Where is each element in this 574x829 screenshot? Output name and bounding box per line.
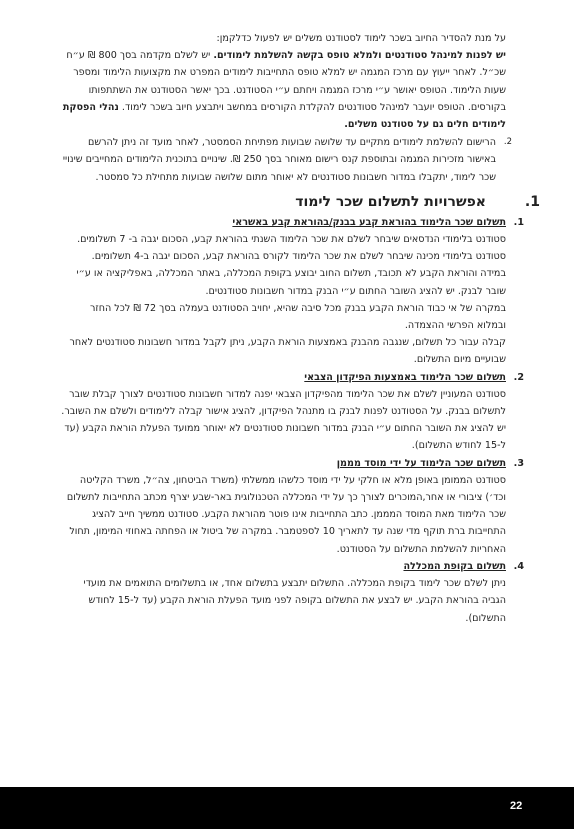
- subsection-heading: תשלום שכר הלימוד באמצעות הפיקדון הצבאי: [304, 371, 506, 383]
- paragraph: קבלה עבור כל תשלום, שנגבה מהבנק באמצעות הוראת הקבע, ניתן לקבל במדור חשבונות סטודנטים לאחר שבועיים מיום התשלום.: [69, 337, 506, 366]
- numbered-item-2: [58, 134, 512, 186]
- paragraph: סטודנט בלימודי הנדסאים שיבחר לשלם את שכר הלימוד השנתי בהוראת קבע, הסכום יגבה ב- 7 תשלומים. סטודנט בלימודי מכינה שיבחר לשלם את שכר הלימוד לקורס בהוראת קבע, הסכום יגבה ב-4 תשלומים.: [77, 234, 506, 263]
- item-number: 2.: [503, 137, 512, 148]
- subsection-military-deposit: [58, 369, 524, 455]
- section-heading: [58, 192, 540, 212]
- intro-bold-instruction: יש לפנות למינהל סטודנטים ולמלא טופס בקשה להשלמת לימודים.: [213, 50, 506, 62]
- paragraph: במקרה של אי כבוד הוראת הקבע בבנק מכל סיבה שהיא, יחויב הסטודנט בעמלה בסך 72 ₪ לכל החזר ובמלוא הפרשי ההצמדה.: [89, 302, 506, 332]
- subsection-number: 2.: [513, 371, 524, 383]
- intro-body-text: יש לשלם מקדמה בסך 800 ₪ ע״ח שכ״ל. לאחר ייעוץ עם מרכז המגמה יש למלא טופס התחייבות לימודים המפרט את מקצועות הלימוד ומספר שעות הלימוד. הטופס יאושר ע״י מרכז המגמה ויחתם ע״י הסטודנט. בכך יאשר הסטודנט את השתתפותו בקורסים. הטופס יועבר למינהל סטודנטים להקלדת הקורסים במחשב ויתבצע חיוב בשכר לימוד.: [66, 50, 506, 113]
- page-number: 22: [510, 800, 523, 812]
- subsection-standing-order: [58, 214, 524, 369]
- subsection-heading: תשלום בקופת המכללה: [403, 560, 506, 572]
- footer-bar: [0, 787, 574, 829]
- subsection-heading: תשלום שכר הלימוד בהוראת קבע בבנק/בהוראת קבע באשראי: [232, 216, 506, 228]
- subsection-number: 3.: [513, 457, 524, 469]
- intro-line: על מנת להסדיר החיוב בשכר לימוד לסטודנט משלים יש לפעול כדלקמן:: [216, 33, 506, 44]
- item-2-text: הרישום להשלמת לימודים מתקיים עד שלושה שבועות מפתיחת הסמסטר, לאחר מועד זה ניתן להרשם באישור מזכירות המגמה ובתוספת קנס רישום מאוחר בסך 250 ₪. שינויים בתוכנית הלימודים המחייבים שינויי שכר לימוד, יתקבלו במדור חשבונות סטודנטים לא יאוחר מתום שלושה שבועות מתחילת כל סמסטר.: [62, 137, 496, 183]
- intro-paragraph: [58, 30, 506, 133]
- section-number: 1.: [524, 193, 540, 210]
- subsection-number: 1.: [513, 216, 524, 228]
- section-title: אפשרויות לתשלום שכר לימוד: [295, 193, 486, 210]
- subsection-number: 4.: [513, 560, 524, 572]
- paragraph: סטודנט המעוניין לשלם את שכר הלימוד מהפיקדון הצבאי יפנה למדור חשבונות סטודנטים לצורך קבלת שובר לתשלום בבנק. על הסטודנט לפנות לבנק בו מתנהל הפיקדון, להציג אישור קבלה ללימודים ולשלם את השובר. יש להציג את השובר החתום ע״י הבנק במדור חשבונות סטודנטים לא יאוחר ממועד הפעלת הוראת הקבע (עד ל-15 לחודש התשלום).: [61, 388, 506, 452]
- paragraph: סטודנט הממומן באופן מלא או חלקי על ידי מוסד כלשהו ממשלתי (משרד הביטחון, צה״ל, משרד הקליטה וכד׳) ציבורי או אחר,המוכרים לצורך כך על ידי המכללה הטכנולוגית באר-שבע יצרף מכתב התחייבות לתשלום שכר הלימוד מאת המוסד המממן. כתב התחייבות אינו פוטר מהוראת הקבע. סטודנט ממשיך חייב להציג התחייבות ברת תוקף מדי שנה עד לתאריך 10 לספטמבר. במקרה של ביטול או הפחתה באחוזי המימון, תחול האחריות להשלמת התשלום על הסטודנט.: [66, 474, 506, 555]
- subsection-heading: תשלום שכר הלימוד על ידי מוסד מממן: [336, 457, 506, 469]
- page-content: [58, 30, 540, 627]
- paragraph: במידה והוראת הקבע לא תכובד, תשלום החוב יבוצע בקופת המכללה, באתר המכללה, באפליקציה או ע״י שובר לבנק. יש להציג השובר החתום ע״י הבנק במדור חשבונות סטודנטים.: [76, 268, 506, 297]
- intro-bold-note: נהלי הפסקת לימודים חלים גם על סטודנט משלים.: [62, 101, 506, 131]
- subsection-college-cashier: [58, 558, 524, 627]
- paragraph: ניתן לשלם שכר לימוד בקופת המכללה. התשלום יתבצע בתשלום אחד, או בתשלומים התואמים את מועדי הגביה בהוראת הקבע. יש לבצע את התשלום בקופה לפני מועד הפעלת הוראת הקבע (עד ל-15 לחודש התשלום).: [83, 578, 506, 624]
- subsection-funding-institution: [58, 455, 524, 558]
